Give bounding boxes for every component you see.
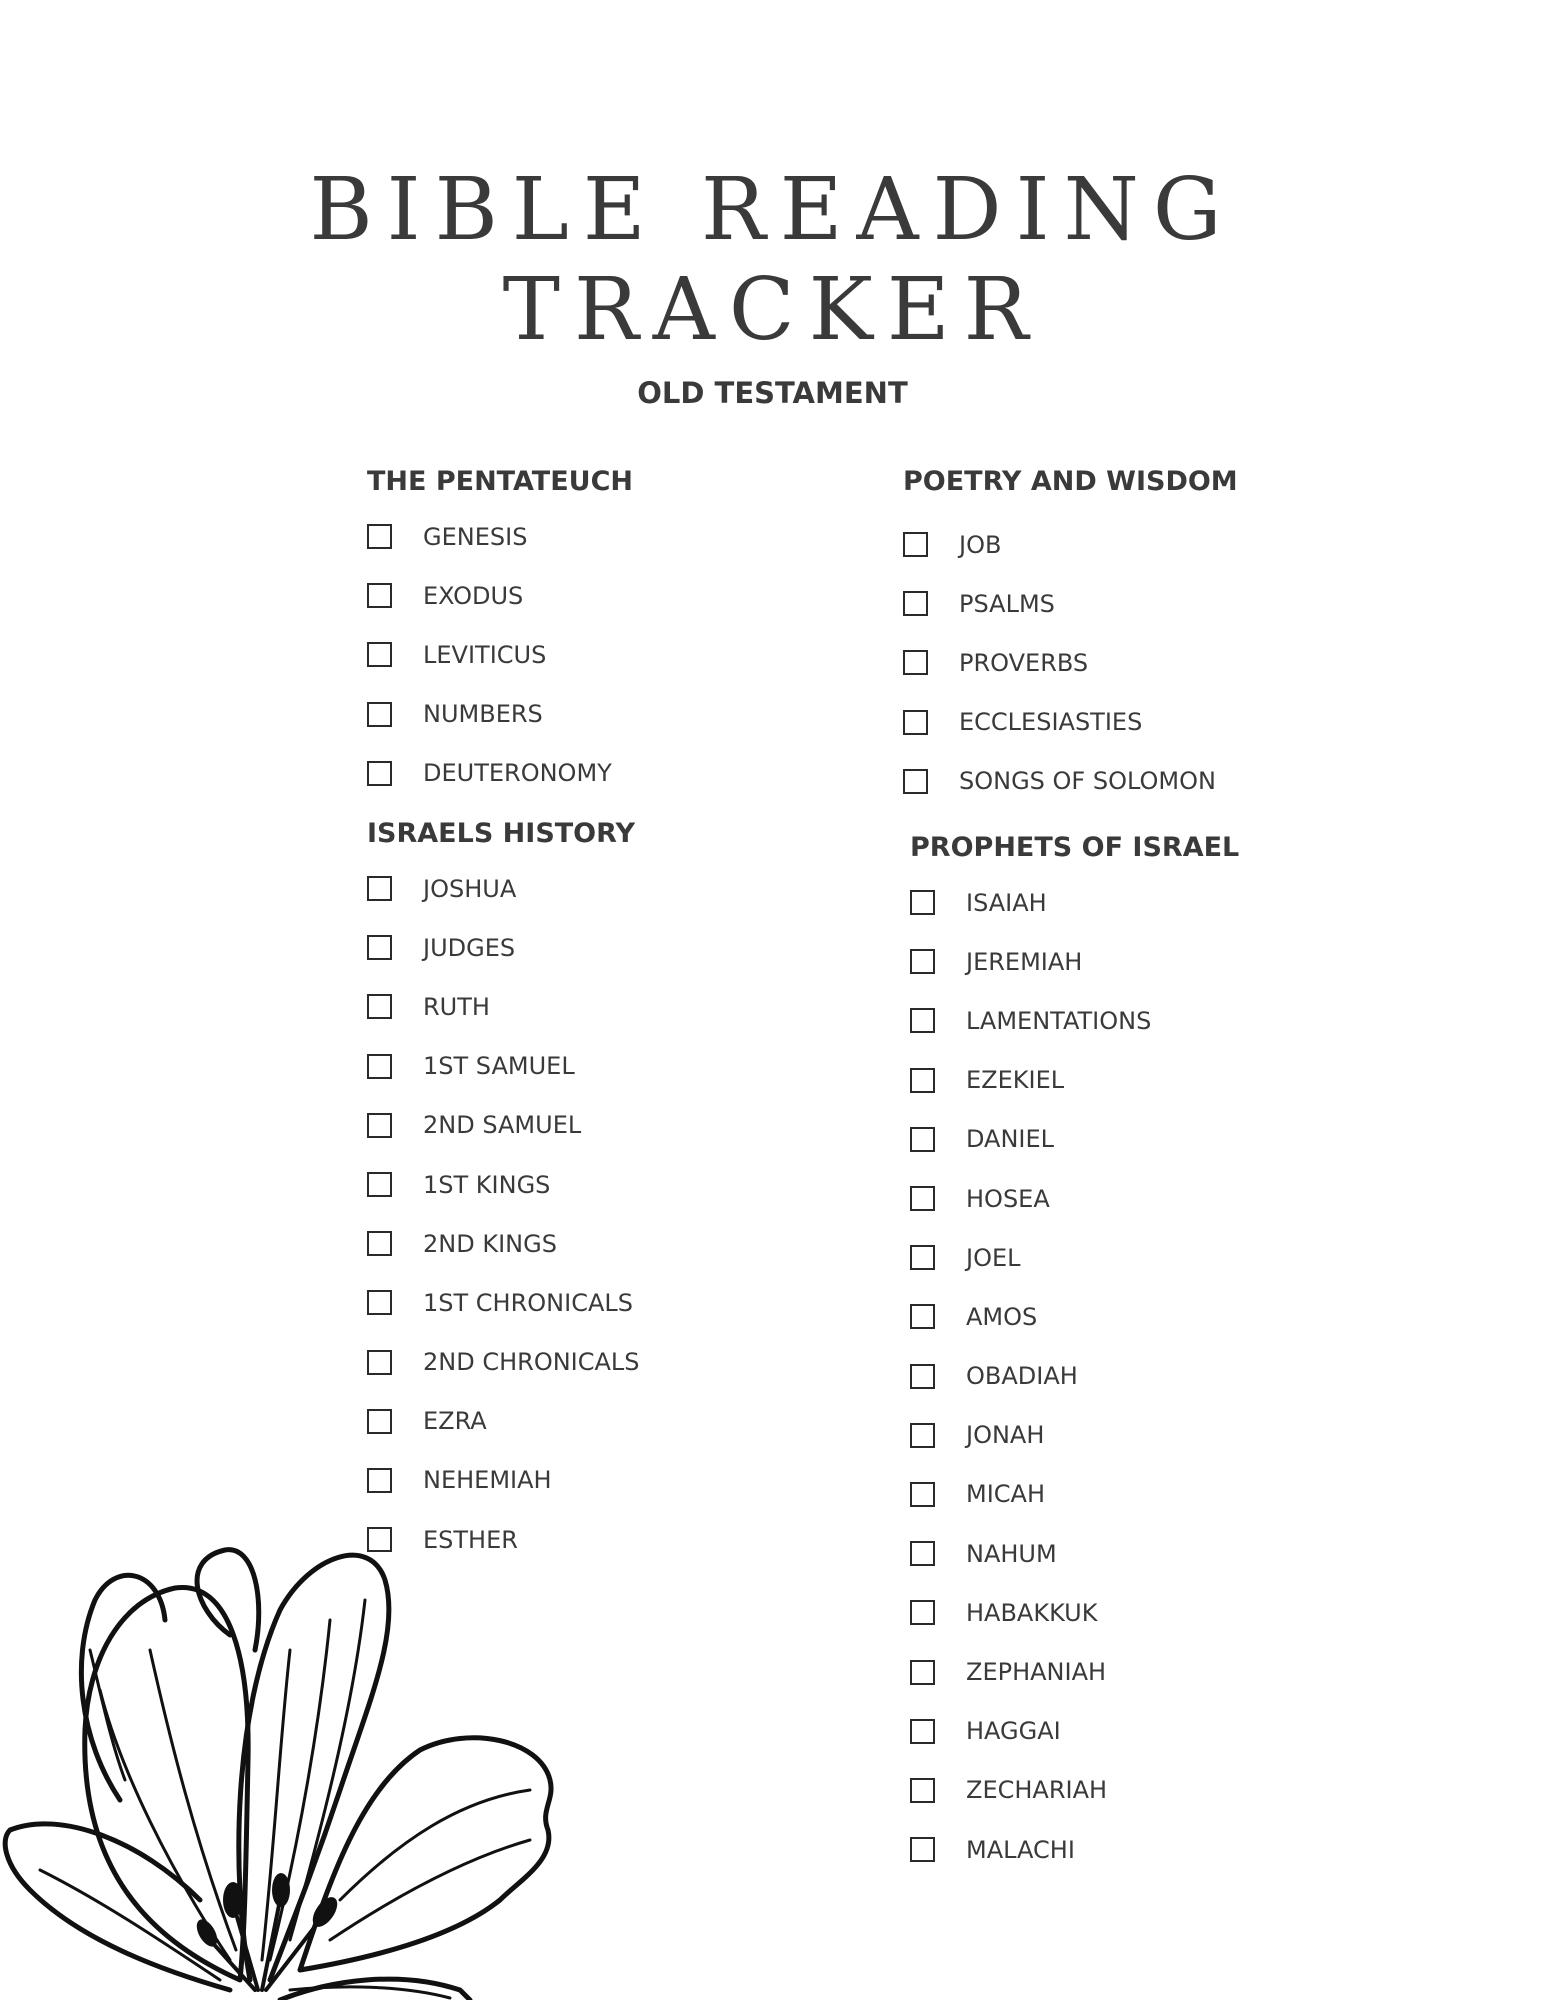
book-label-2nd-samuel: 2ND SAMUEL: [423, 1111, 582, 1140]
book-label-1st-chronicals: 1ST CHRONICALS: [423, 1288, 633, 1317]
book-item-daniel: [910, 1110, 1239, 1169]
book-item-zechariah: [910, 1761, 1239, 1820]
book-item-jonah: [910, 1406, 1239, 1465]
book-item-nahum: [910, 1524, 1239, 1583]
checkbox-nahum[interactable]: [910, 1541, 935, 1566]
book-label-psalms: PSALMS: [959, 589, 1055, 618]
checkbox-numbers[interactable]: [367, 702, 392, 727]
book-item-joel: [910, 1228, 1239, 1287]
checkbox-job[interactable]: [903, 532, 928, 557]
book-list-pentateuch: [367, 507, 633, 803]
book-label-hosea: HOSEA: [966, 1184, 1050, 1213]
book-item-jeremiah: [910, 932, 1239, 991]
checkbox-micah[interactable]: [910, 1482, 935, 1507]
checkbox-haggai[interactable]: [910, 1719, 935, 1744]
section-title-israels-history: ISRAELS HISTORY: [367, 818, 635, 849]
book-label-lamentations: LAMENTATIONS: [966, 1006, 1152, 1035]
book-item-malachi: [910, 1820, 1239, 1879]
checkbox-2nd-chronicals[interactable]: [367, 1350, 392, 1375]
book-item-nehemiah: [367, 1451, 640, 1510]
book-label-job: JOB: [959, 530, 1002, 559]
checkbox-lamentations[interactable]: [910, 1008, 935, 1033]
checkbox-judges[interactable]: [367, 935, 392, 960]
page-title-line-1: BIBLE READING: [309, 160, 1236, 260]
checkbox-joel[interactable]: [910, 1245, 935, 1270]
page-subtitle: OLD TESTAMENT: [637, 376, 908, 410]
book-item-proverbs: [903, 633, 1238, 692]
book-label-deuteronomy: DEUTERONOMY: [423, 759, 612, 788]
checkbox-obadiah[interactable]: [910, 1364, 935, 1389]
book-label-daniel: DANIEL: [966, 1125, 1055, 1154]
book-item-2nd-kings: [367, 1214, 640, 1273]
book-list-israels-history: [367, 859, 640, 1569]
book-list-prophets-of-israel: [910, 873, 1239, 1879]
book-item-1st-kings: [367, 1155, 640, 1214]
book-label-genesis: GENESIS: [423, 522, 528, 551]
checkbox-zechariah[interactable]: [910, 1778, 935, 1803]
book-item-judges: [367, 918, 640, 977]
book-item-psalms: [903, 574, 1238, 633]
book-item-ruth: [367, 977, 640, 1036]
book-label-songs-of-solomon: SONGS OF SOLOMON: [959, 767, 1216, 796]
book-item-isaiah: [910, 873, 1239, 932]
book-label-malachi: MALACHI: [966, 1835, 1075, 1864]
book-label-jonah: JONAH: [966, 1421, 1045, 1450]
checkbox-proverbs[interactable]: [903, 650, 928, 675]
book-label-habakkuk: HABAKKUK: [966, 1598, 1098, 1627]
checkbox-psalms[interactable]: [903, 591, 928, 616]
checkbox-1st-chronicals[interactable]: [367, 1290, 392, 1315]
book-item-obadiah: [910, 1347, 1239, 1406]
book-item-songs-of-solomon: [903, 752, 1238, 811]
book-item-ezra: [367, 1392, 640, 1451]
book-item-numbers: [367, 685, 633, 744]
book-label-2nd-chronicals: 2ND CHRONICALS: [423, 1348, 640, 1377]
book-item-leviticus: [367, 625, 633, 684]
checkbox-jonah[interactable]: [910, 1423, 935, 1448]
book-item-zephaniah: [910, 1642, 1239, 1701]
book-label-joshua: JOSHUA: [423, 874, 517, 903]
book-label-exodus: EXODUS: [423, 581, 524, 610]
checkbox-amos[interactable]: [910, 1304, 935, 1329]
section-title-prophets-of-israel: PROPHETS OF ISRAEL: [910, 832, 1240, 863]
page-title-line-2: TRACKER: [502, 260, 1043, 360]
book-list-poetry-and-wisdom: [903, 515, 1238, 811]
book-label-proverbs: PROVERBS: [959, 648, 1089, 677]
checkbox-jeremiah[interactable]: [910, 949, 935, 974]
section-title-poetry-and-wisdom: POETRY AND WISDOM: [903, 466, 1238, 497]
book-item-1st-samuel: [367, 1037, 640, 1096]
book-item-hosea: [910, 1169, 1239, 1228]
book-item-2nd-chronicals: [367, 1333, 640, 1392]
book-label-numbers: NUMBERS: [423, 700, 543, 729]
checkbox-zephaniah[interactable]: [910, 1660, 935, 1685]
book-item-micah: [910, 1465, 1239, 1524]
checkbox-2nd-kings[interactable]: [367, 1231, 392, 1256]
book-item-1st-chronicals: [367, 1273, 640, 1332]
book-label-nehemiah: NEHEMIAH: [423, 1466, 552, 1495]
book-label-joel: JOEL: [966, 1243, 1021, 1272]
book-label-leviticus: LEVITICUS: [423, 640, 547, 669]
checkbox-1st-kings[interactable]: [367, 1172, 392, 1197]
book-item-genesis: [367, 507, 633, 566]
checkbox-habakkuk[interactable]: [910, 1600, 935, 1625]
book-item-2nd-samuel: [367, 1096, 640, 1155]
book-label-micah: MICAH: [966, 1480, 1046, 1509]
book-label-zephaniah: ZEPHANIAH: [966, 1658, 1107, 1687]
book-item-ezekiel: [910, 1051, 1239, 1110]
book-label-amos: AMOS: [966, 1302, 1038, 1331]
checkbox-joshua[interactable]: [367, 876, 392, 901]
checkbox-ezekiel[interactable]: [910, 1068, 935, 1093]
book-item-amos: [910, 1287, 1239, 1346]
checkbox-ezra[interactable]: [367, 1409, 392, 1434]
flower-illustration-icon: [0, 1540, 560, 2000]
section-israels-history: [367, 818, 640, 1569]
book-label-jeremiah: JEREMIAH: [966, 947, 1083, 976]
book-label-ezra: EZRA: [423, 1407, 487, 1436]
checkbox-1st-samuel[interactable]: [367, 1054, 392, 1079]
book-item-ecclesiasties: [903, 693, 1238, 752]
checkbox-malachi[interactable]: [910, 1837, 935, 1862]
book-label-1st-samuel: 1ST SAMUEL: [423, 1052, 575, 1081]
book-item-habakkuk: [910, 1583, 1239, 1642]
book-item-deuteronomy: [367, 744, 633, 803]
book-label-esther: ESTHER: [423, 1525, 518, 1554]
checkbox-nehemiah[interactable]: [367, 1468, 392, 1493]
book-item-exodus: [367, 566, 633, 625]
checkbox-genesis[interactable]: [367, 524, 392, 549]
checkbox-songs-of-solomon[interactable]: [903, 769, 928, 794]
book-label-haggai: HAGGAI: [966, 1717, 1061, 1746]
book-label-isaiah: ISAIAH: [966, 888, 1047, 917]
book-label-nahum: NAHUM: [966, 1539, 1057, 1568]
book-label-2nd-kings: 2ND KINGS: [423, 1229, 557, 1258]
book-label-ruth: RUTH: [423, 992, 490, 1021]
checkbox-isaiah[interactable]: [910, 890, 935, 915]
section-poetry-and-wisdom: [903, 466, 1238, 811]
checkbox-ecclesiasties[interactable]: [903, 710, 928, 735]
book-item-lamentations: [910, 991, 1239, 1050]
checkbox-leviticus[interactable]: [367, 642, 392, 667]
checkbox-deuteronomy[interactable]: [367, 761, 392, 786]
book-label-1st-kings: 1ST KINGS: [423, 1170, 551, 1199]
section-pentateuch: [367, 466, 633, 803]
book-label-ezekiel: EZEKIEL: [966, 1066, 1065, 1095]
checkbox-ruth[interactable]: [367, 994, 392, 1019]
book-item-job: [903, 515, 1238, 574]
checkbox-2nd-samuel[interactable]: [367, 1113, 392, 1138]
checkbox-hosea[interactable]: [910, 1186, 935, 1211]
book-label-obadiah: OBADIAH: [966, 1362, 1078, 1391]
checkbox-daniel[interactable]: [910, 1127, 935, 1152]
book-label-judges: JUDGES: [423, 933, 516, 962]
book-item-haggai: [910, 1702, 1239, 1761]
book-label-ecclesiasties: ECCLESIASTIES: [959, 708, 1143, 737]
section-title-pentateuch: THE PENTATEUCH: [367, 466, 634, 497]
checkbox-exodus[interactable]: [367, 583, 392, 608]
section-prophets-of-israel: [910, 832, 1239, 1879]
book-item-joshua: [367, 859, 640, 918]
book-label-zechariah: ZECHARIAH: [966, 1776, 1108, 1805]
